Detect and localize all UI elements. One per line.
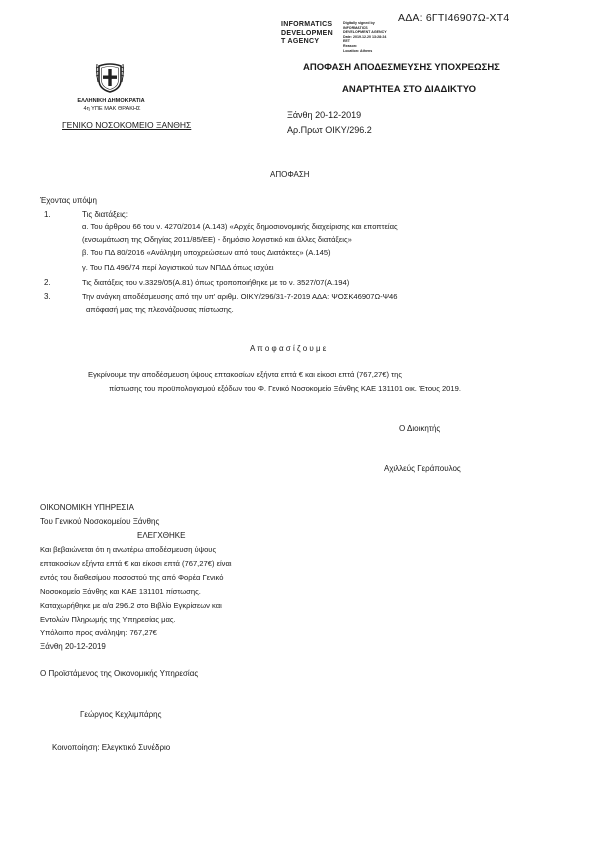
item-text: Τις διατάξεις του ν.3329/05(Α.81) όπως τροποποιήθηκε με το ν. 3527/07(Α.194)	[82, 278, 350, 287]
sig-line: INFORMATICS	[343, 25, 368, 30]
notification-line: Κοινοποίηση: Ελεγκτικό Συνέδριο	[52, 743, 171, 752]
item-text: (ενσωμάτωση της Οδηγίας 2011/85/ΕΕ) - δημόσιο λογιστικό και άλλες διατάξεις»	[82, 235, 352, 244]
signature-agency	[281, 21, 333, 47]
finance-dept: ΟΙΚΟΝΟΜΙΚΗ ΥΠΗΡΕΣΙΑ	[40, 503, 134, 512]
document-subtitle: ΑΝΑΡΤΗΤΕΑ ΣΤΟ ΔΙΑΔΙΚΤΥΟ	[342, 84, 477, 95]
agency-line: DEVELOPMEN	[281, 29, 334, 37]
item-text: γ. Του ΠΔ 496/74 περί λογιστικού των ΝΠΔΔ όπως ισχύει	[82, 263, 274, 272]
protocol-number: Αρ.Πρωτ ΟΙΚΥ/296.2	[287, 125, 372, 135]
sig-line: Reason:	[343, 43, 358, 48]
sig-line: Date: 2019.12.20 13:28:24	[343, 34, 387, 39]
ada-code: ΑΔΑ: 6ΓΤΙ46907Ω-ΧΤ4	[398, 12, 510, 24]
sig-line: Location: Athens	[343, 48, 373, 53]
agency-line: INFORMATICS	[281, 21, 333, 28]
republic-label: ΕΛΛΗΝΙΚΗ ΔΗΜΟΚΡΑΤΙΑ	[77, 98, 145, 104]
item-text: β. Του ΠΔ 80/2016 «Ανάληψη υποχρεώσεων από τους Διατάκτες» (Α.145)	[82, 248, 331, 257]
decide-word: Α π ο φ α σ ί ζ ο υ μ ε	[250, 344, 327, 353]
approval-text: Εγκρίνουμε την αποδέσμευση ύψους επτακοσίων εξήντα επτά € και είκοσι επτά (767,27€) της	[88, 370, 403, 379]
finance-line: Καταχωρήθηκε με α/α 296.2 στο Βιβλίο Εγκρίσεων και	[40, 601, 222, 610]
finance-line: Και βεβαιώνεται ότι η ανωτέρω αποδέσμευση ύψους	[40, 545, 217, 554]
item-number: 3.	[44, 292, 51, 301]
document-title: ΑΠΟΦΑΣΗ ΑΠΟΔΕΣΜΕΥΣΗΣ ΥΠΟΧΡΕΩΣΗΣ	[303, 62, 500, 73]
finance-date: Ξάνθη 20-12-2019	[40, 642, 106, 651]
ype-label: 4η ΥΠΕ ΜΑΚ ΘΡΑΚΗΣ	[83, 106, 141, 112]
finance-line: επτακοσίων εξήντα επτά € και είκοσι επτά (767,27€) είναι	[40, 559, 232, 568]
finance-line: Εντολών Πληρωμής της Υπηρεσίας μας.	[40, 615, 176, 624]
item-text: Την ανάγκη αποδέσμευσης από την υπ' αριθμ. ΟΙΚΥ/296/31-7-2019 ΑΔΑ: ΨΟΣΚ46907Ω-Ψ46	[82, 292, 398, 301]
item-text: α. Του άρθρου 66 του ν. 4270/2014 (Α.143) «Αρχές δημοσιονομικής διαχείρισης και εποπτείας	[82, 222, 398, 231]
checked-label: ΕΛΕΓΧΘΗΚΕ	[137, 531, 186, 540]
agency-line: T AGENCY	[281, 38, 320, 46]
signature-details	[343, 21, 387, 53]
sig-line: Digitally signed by	[343, 21, 375, 25]
greek-coat-of-arms-icon	[95, 58, 125, 94]
item-text: απόφασή μας της πλεονάζουσας πίστωσης.	[86, 305, 234, 314]
finance-line: εντός του διαθεσίμου ποσοστού της από Φορέα Γενικό	[40, 573, 224, 582]
considering-label: Έχοντας υπόψη	[40, 196, 97, 205]
decision-heading: ΑΠΟΦΑΣΗ	[270, 170, 310, 179]
approval-text: πίστωσης του προϋπολογισμού εξόδων του Φ. Γενικό Νοσοκομείο Ξάνθης ΚΑΕ 131101 οικ. Έτους 2019.	[109, 384, 461, 393]
item-number: 2.	[44, 278, 51, 287]
sig-line: EET	[343, 39, 350, 44]
sig-line: DEVELOPMENT AGENCY	[343, 30, 387, 35]
item-number: 1.	[44, 210, 51, 219]
finance-line: Νοσοκομείο Ξάνθης και ΚΑΕ 131101 πίστωσης.	[40, 587, 201, 596]
item-text: Τις διατάξεις:	[82, 210, 128, 219]
document-date: Ξάνθη 20-12-2019	[287, 110, 362, 120]
head-of-finance-name: Γεώργιος Κεχλιμπάρης	[80, 710, 162, 719]
head-of-finance-title: Ο Προϊστάμενος της Οικονομικής Υπηρεσίας	[40, 669, 199, 678]
finance-line: Υπόλοιπο προς ανάληψη: 767,27€	[40, 628, 157, 637]
hospital-name: ΓΕΝΙΚΟ ΝΟΣΟΚΟΜΕΙΟ ΞΑΝΘΗΣ	[62, 120, 192, 130]
director-title: Ο Διοικητής	[399, 424, 441, 433]
director-name: Αχιλλεύς Γεράπουλος	[384, 464, 461, 473]
finance-hospital: Του Γενικού Νοσοκομείου Ξάνθης	[40, 517, 160, 526]
